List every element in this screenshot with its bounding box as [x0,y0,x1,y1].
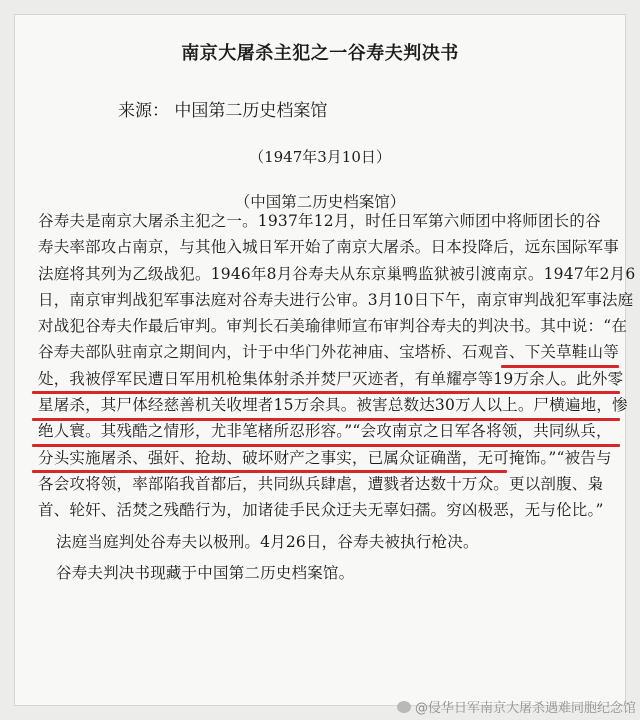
body-line: 对战犯谷寿夫作最后审判。审判长石美瑜律师宣布审判谷寿夫的判决书。其中说：“在 [38,317,628,336]
body-line: 星屠杀，其尸体经慈善机关收埋者15万余具。被害总数达30万人以上。尸横遍地，惨 [38,396,628,415]
body-line: 法庭将其列为乙级战犯。1946年8月谷寿夫从东京巢鸭监狱被引渡南京。1947年2月6 [38,264,636,283]
weibo-watermark [397,697,636,716]
document-body [38,208,636,586]
weibo-icon [397,701,411,713]
highlight-underline [32,470,507,473]
body-line: 谷寿夫部队驻南京之期间内，计于中华门外花神庙、宝塔桥、石观音、下关草鞋山等 [38,343,619,362]
body-line: 首、轮奸、活焚之残酷行为，加诸徒手民众迂夫无辜妇孺。穷凶极恶，无与伦比。” [38,501,604,520]
document-archive-label: （中国第二历史档案馆） [234,193,406,211]
verdict-paragraph: 法庭当庭判处谷寿夫以极刑。4月26日，谷寿夫被执行枪决。 [56,532,479,551]
body-line: 谷寿夫是南京大屠杀主犯之一。1937年12月，时任日军第六师团中将师团长的谷 [38,212,601,230]
document-date: （1947年3月10日） [249,148,391,166]
highlight-underline [501,365,619,368]
body-line: 日，南京审判战犯军事法庭对谷寿夫进行公审。3月10日下午，南京审判战犯军事法庭 [38,290,634,309]
body-line: 寿夫率部攻占南京，与其他入城日军开始了南京大屠杀。日本投降后，远东国际军事 [38,238,619,257]
archive-paragraph: 谷寿夫判决书现藏于中国第二历史档案馆。 [56,563,355,582]
watermark-text: @侵华日军南京大屠杀遇难同胞纪念馆 [414,701,636,716]
body-line: 处，我被俘军民遭日军用机枪集体射杀并焚尸灭迹者，有单耀亭等19万余人。此外零 [38,369,624,388]
highlight-underline [32,444,620,447]
document-title: 南京大屠杀主犯之一谷寿夫判决书 [181,43,459,64]
document-source: 来源： 中国第二历史档案馆 [118,101,328,121]
body-line: 分头实施屠杀、强奸、抢劫、破坏财产之事实，已属众证确凿，无可掩饰。”“被告与 [38,448,612,467]
body-line: 绝人寰。其残酷之情形，尤非笔楮所忍形容。”“会攻南京之日军各将领，共同纵兵， [38,422,612,441]
highlight-underline [32,391,620,394]
highlight-underline [32,418,620,421]
body-line: 各会攻将领，率部陷我首都后，共同纵兵肆虐，遭戮者达数十万众。更以剖腹、枭 [38,474,604,493]
